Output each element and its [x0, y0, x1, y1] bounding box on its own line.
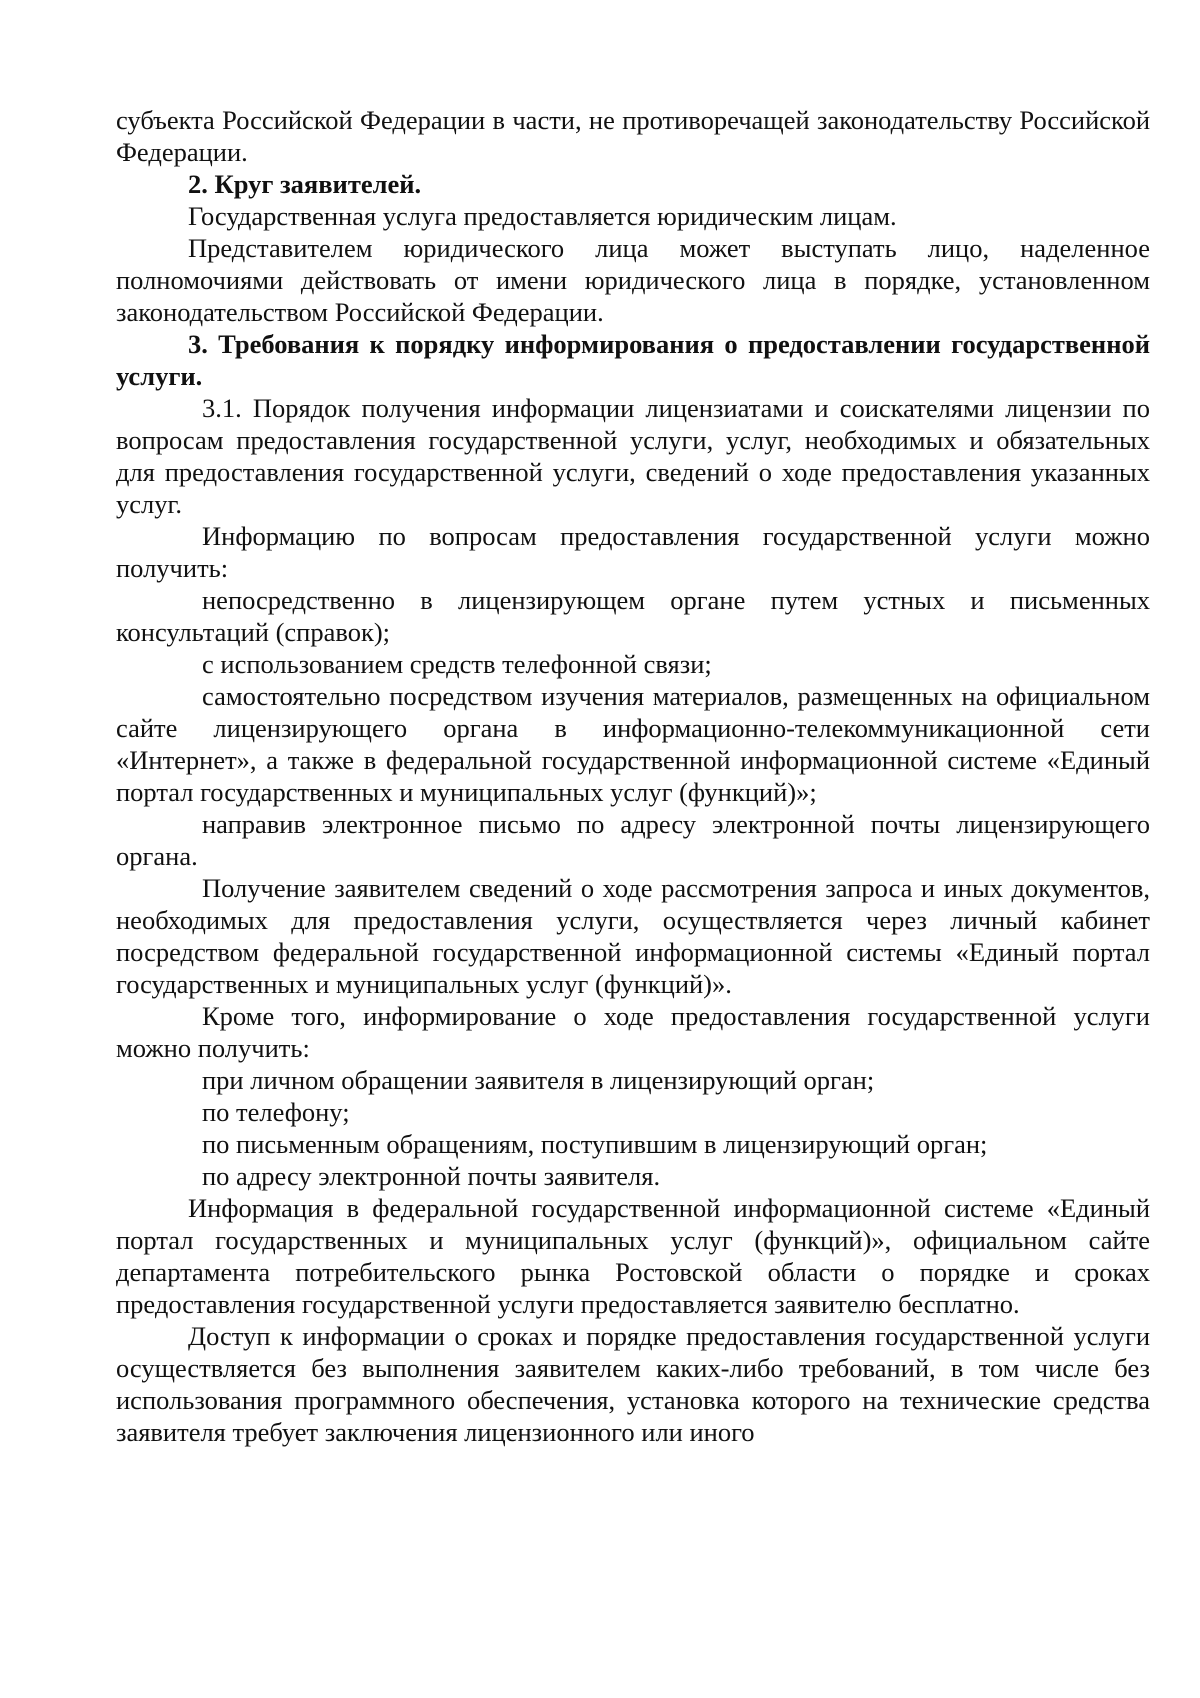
paragraph-free-info: Информация в федеральной государственной информационной системе «Единый портал государственных и муниципальных услуг (функций)», официальном сайте департамента потребительского рынка Ростовской области о порядке и сроках предоставления государственной услуги предоставляется заявителю бесплатно. [116, 1193, 1150, 1319]
paragraph-access: Доступ к информации о сроках и порядке предоставления государственной услуги осуществляется без выполнения заявителем каких-либо требований, в том числе без использования программного обеспечения, установка которого на технические средства заявителя требует заключения лицензионного или иного [116, 1321, 1150, 1447]
paragraph-3-1: 3.1. Порядок получения информации лицензиатами и соискателями лицензии по вопросам предоставления государственной услуги, услуг, необходимых и обязательных для предоставления государственной услуги, сведений о ходе предоставления указанных услуг. [116, 393, 1150, 519]
paragraph-status-info: Получение заявителем сведений о ходе рассмотрения запроса и иных документов, необходимых для предоставления услуги, осуществляется через личный кабинет посредством федеральной государственной информационной системы «Единый портал государственных и муниципальных услуг (функций)». [116, 873, 1150, 999]
paragraph-service-applicants: Государственная услуга предоставляется юридическим лицам. [188, 201, 897, 231]
paragraph-info-ways: Информацию по вопросам предоставления государственной услуги можно получить: [116, 521, 1150, 583]
document-page [116, 104, 1150, 1448]
list-item: направив электронное письмо по адресу электронной почты лицензирующего органа. [116, 809, 1150, 871]
list-item: самостоятельно посредством изучения материалов, размещенных на официальном сайте лицензирующего органа в информационно-телекоммуникационной сети «Интернет», а также в федеральной государственной информационной системе «Единый портал государственных и муниципальных услуг (функций)»; [116, 681, 1150, 807]
paragraph-additional-info: Кроме того, информирование о ходе предоставления государственной услуги можно получить: [116, 1001, 1150, 1063]
list-item: с использованием средств телефонной связи; [202, 649, 712, 679]
list-item: при личном обращении заявителя в лицензирующий орган; [202, 1065, 875, 1095]
list-item: по телефону; [202, 1097, 350, 1127]
continued-paragraph: субъекта Российской Федерации в части, не противоречащей законодательству Российской Федерации. [116, 105, 1150, 167]
list-item: непосредственно в лицензирующем органе путем устных и письменных консультаций (справок); [116, 585, 1150, 647]
paragraph-representative: Представителем юридического лица может выступать лицо, наделенное полномочиями действовать от имени юридического лица в порядке, установленном законодательством Российской Федерации. [116, 233, 1150, 327]
section-heading-3: 3. Требования к порядку информирования о предоставлении государственной услуги. [116, 329, 1150, 391]
list-item: по письменным обращениям, поступившим в лицензирующий орган; [202, 1129, 988, 1159]
section-heading-2: 2. Круг заявителей. [188, 169, 422, 199]
list-item: по адресу электронной почты заявителя. [202, 1161, 661, 1191]
